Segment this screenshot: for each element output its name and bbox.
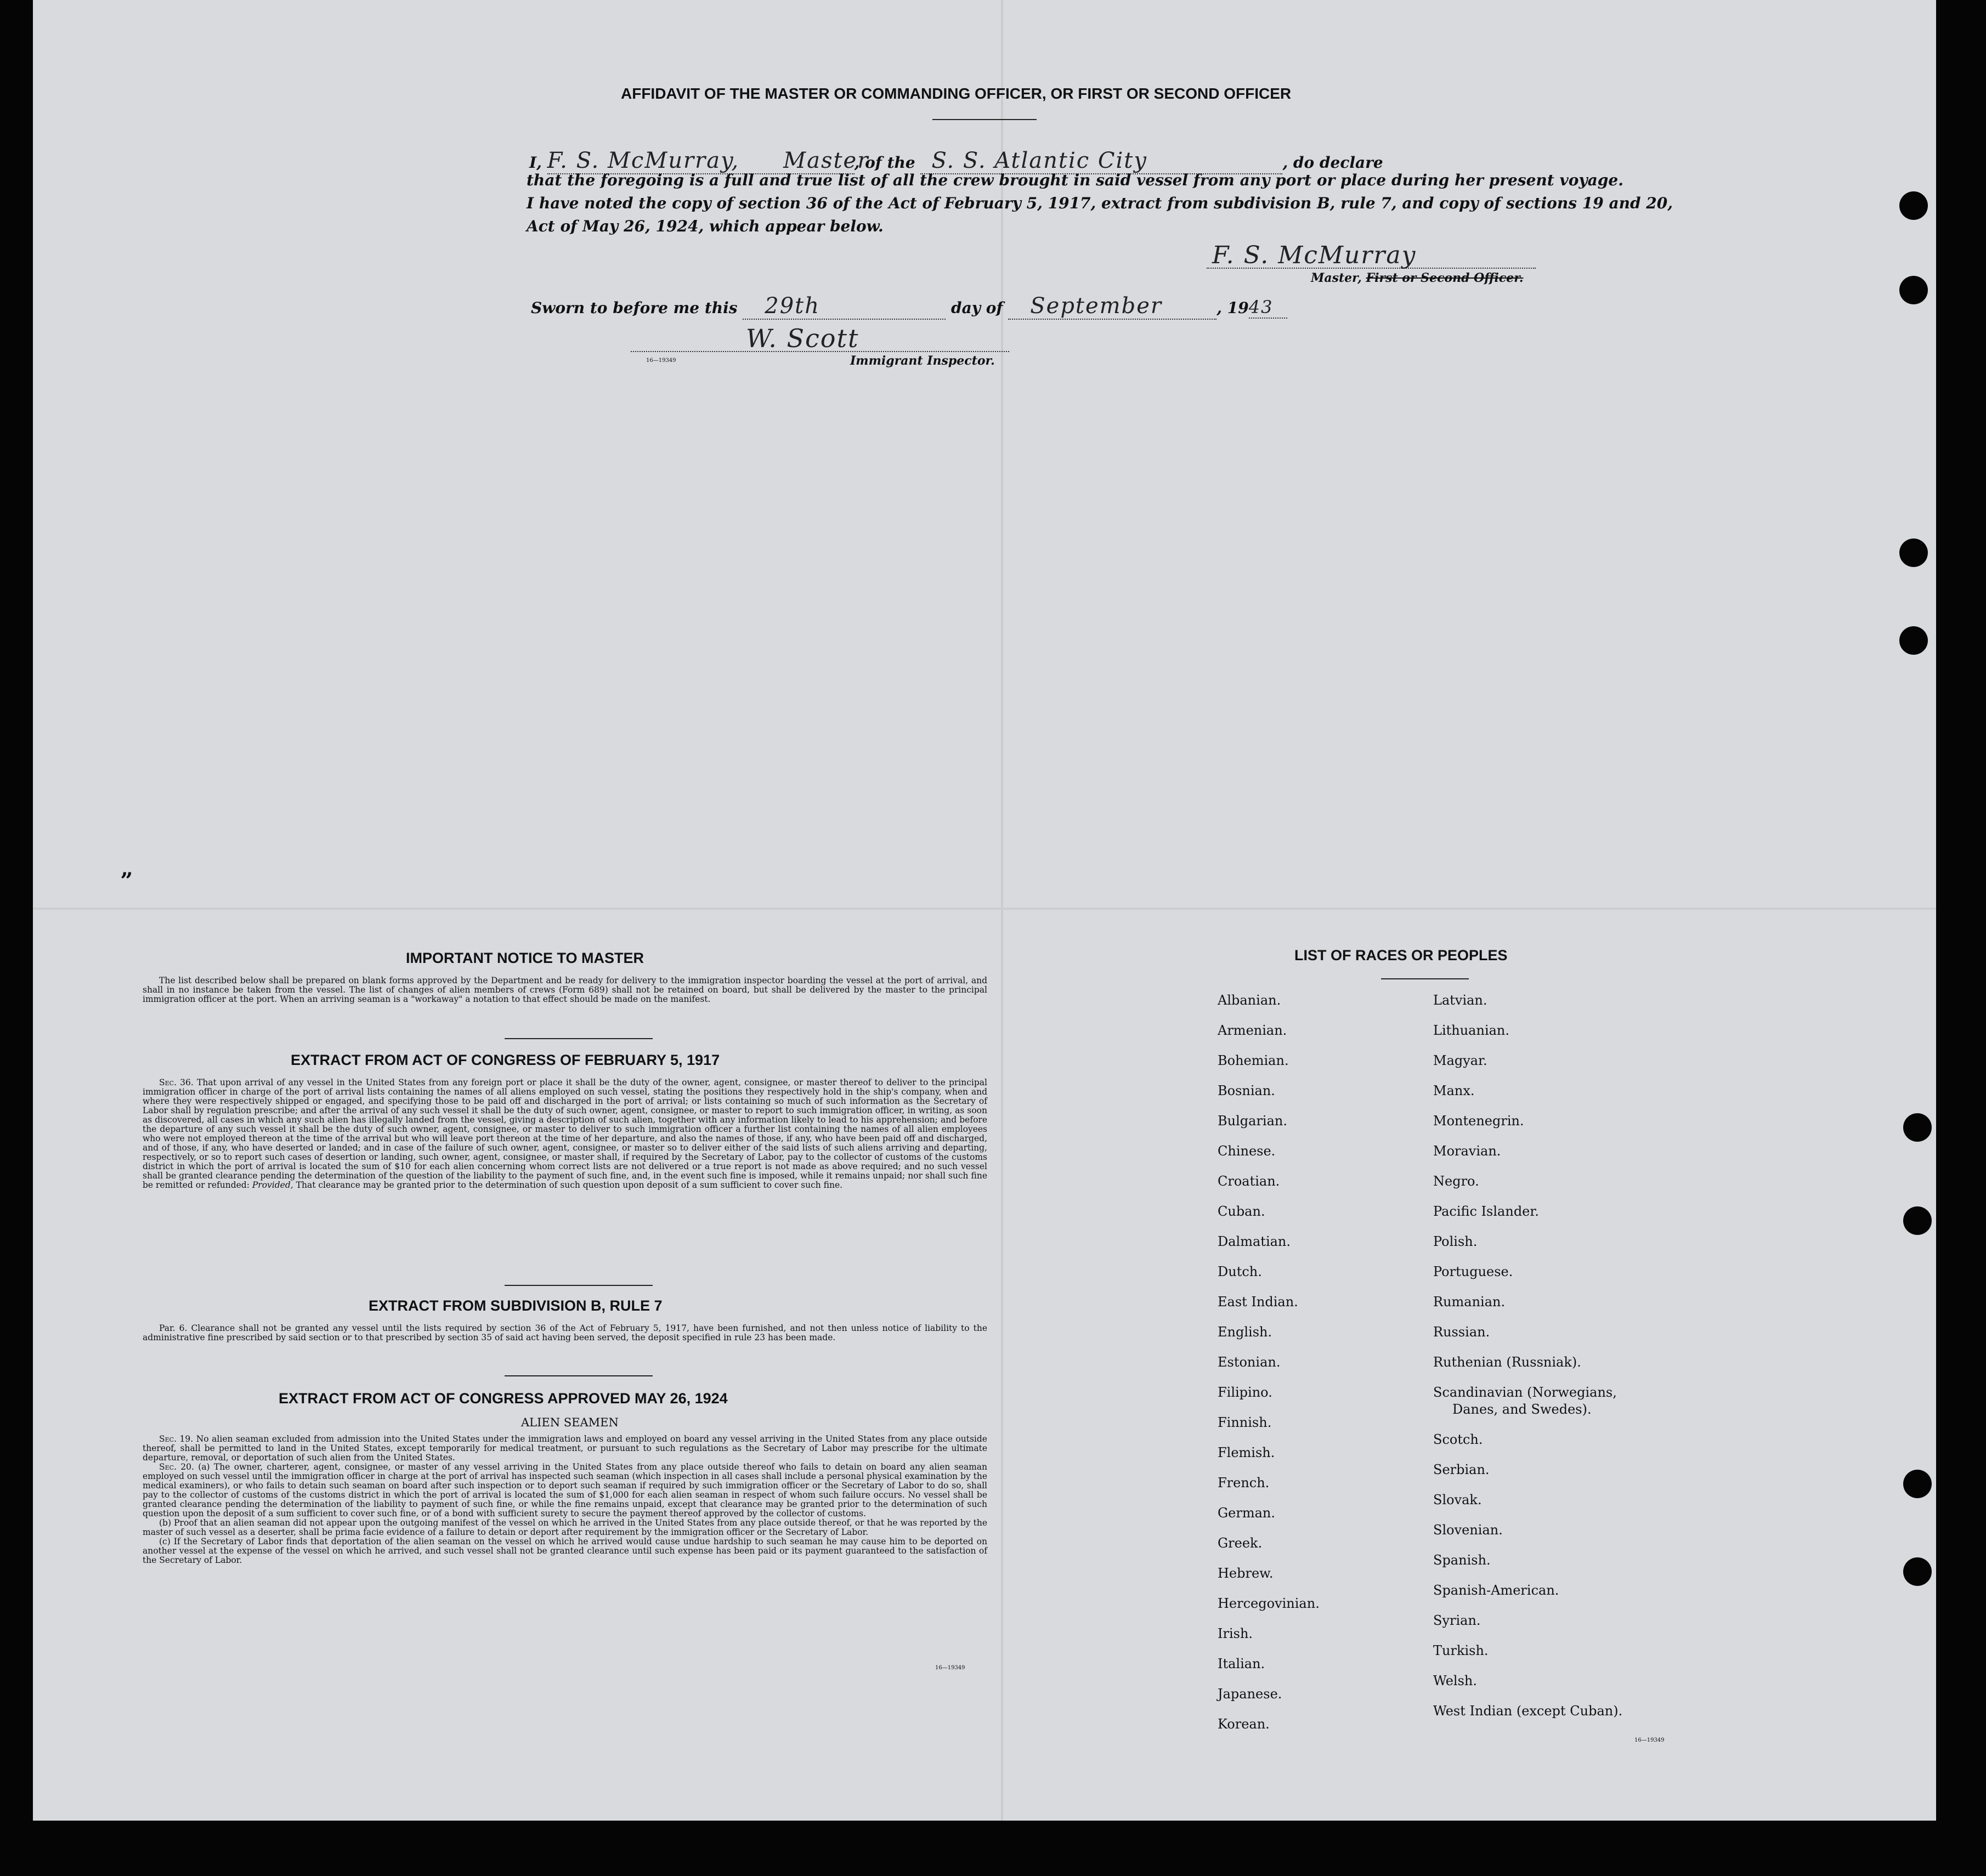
master-name-field bbox=[547, 148, 869, 174]
affidavit-line-3: I have noted the copy of section 36 of the Act of February 5, 1917, extract from subdivision B, rule 7, and copy of sections 19 and 20, bbox=[527, 194, 1673, 212]
sec-20a-paragraph bbox=[143, 1463, 987, 1518]
rank-handwriting: Master bbox=[783, 148, 869, 173]
sec-36-text-end: That clearance may be granted prior to the determination of such question upon deposit of a sum sufficient to cover such fine. bbox=[296, 1180, 843, 1190]
affidavit-title: AFFIDAVIT OF THE MASTER OR COMMANDING OFFICER, OR FIRST OR SECOND OFFICER bbox=[621, 85, 1292, 102]
month-handwriting: September bbox=[1030, 293, 1163, 319]
signature-caption bbox=[1311, 271, 1524, 285]
race-item: Japanese. bbox=[1218, 1686, 1282, 1702]
race-item: German. bbox=[1218, 1505, 1275, 1521]
race-item: French. bbox=[1218, 1475, 1270, 1490]
race-item: Portuguese. bbox=[1433, 1264, 1513, 1279]
race-item: Cuban. bbox=[1218, 1204, 1265, 1219]
race-item: Polish. bbox=[1433, 1234, 1478, 1249]
race-item: Negro. bbox=[1433, 1174, 1479, 1189]
race-item: Chinese. bbox=[1218, 1143, 1276, 1159]
affidavit-form-number: 16—19349 bbox=[646, 358, 676, 364]
affidavit-line-2: that the foregoing is a full and true list of all the crew brought in said vessel from any port or place during her present voyage. bbox=[527, 171, 1623, 189]
sec-36-text: That upon arrival of any vessel in the United States from any foreign port or place it shall be the duty of the owner, agent, consignee, or master thereof to deliver to the principal immigration officer in charge of the port of arrival lists containing the names of all aliens employed on such vessel, stating the positions they respectively hold in the ship's company, when and where they were respectively shipped or engaged, and specifying those to be paid off and discharged in the port of arrival; or lists containing so much of such information as the Secretary of Labor shall by regulation prescribe; and after the arrival of any such vessel it shall be the duty of such owner, agent, consignee, or master to report to such immigration officer, in writing, as soon as discovered, all cases in which any such alien has illegally landed from the vessel, giving a description of such alien, together with any information likely to lead to his apprehension; and before the departure of any such vessel it shall be the duty of such owner, agent, consignee, or master to deliver to such immigration officer a further list containing the names of all alien employees who were not employed thereon at the time of the arrival but who will leave port thereon at the time of her departure, and also the names of those, if any, who have been paid off and discharged, and of those, if any, who have deserted or landed; and in case of the failure of such owner, agent, consignee, or master so to deliver either of the said lists of such aliens arriving and departing, respectively, or so to report such cases of desertion or landing, such owner, agent, consignee, or master shall, if required by the Secretary of Labor, pay to the collector of customs of the customs district in which the port of arrival is located the sum of $10 for each alien concerning whom correct lists are not delivered or a true report is not made as above required; and no such vessel shall be granted clearance pending the determination of the question of the liability to the payment of such fine, and, in the event such fine is imposed, while it remains unpaid; nor shall such fine be remitted or refunded: bbox=[143, 1078, 988, 1190]
affidavit-line-4: Act of May 26, 1924, which appear below. bbox=[527, 217, 884, 235]
sec-20-label: Sec. 20. bbox=[159, 1462, 194, 1472]
binder-hole bbox=[1903, 1470, 1932, 1498]
race-item: Bosnian. bbox=[1218, 1083, 1275, 1098]
race-item: Serbian. bbox=[1433, 1462, 1490, 1477]
section-rule bbox=[505, 1375, 653, 1376]
provided-label: Provided, bbox=[252, 1180, 293, 1190]
sec-20a-text: (a) The owner, charterer, agent, consignee, or master of any vessel arriving in the United States from any place outside thereof who fails to detain on board any alien seaman employed on such vessel until the immigration officer in charge at the port of arrival has inspected such seaman (which inspection in all cases shall include a personal physical examination by the medical examiners), or who fails to detain such seaman on board after such inspection or to deport such seaman if required by such immigration officer or the Secretary of Labor to do so, shall pay to the collector of customs of the customs district in which the port of arrival is located the sum of $1,000 for each alien seaman in respect of whom such failure occurs. No vessel shall be granted clearance pending the determination of the liability to payment of such fine, or while the fine remains unpaid, except that clearance may be granted prior to the determination of such question upon the deposit of a sum sufficient to cover such fine, or of a bond with sufficient surety to secure the payment thereof approved by the collector of customs. bbox=[143, 1462, 987, 1518]
vessel-name-field bbox=[920, 148, 1282, 174]
year-handwriting: 43 bbox=[1248, 297, 1274, 318]
document-sheet bbox=[33, 0, 1936, 1821]
master-caption: Master, bbox=[1311, 271, 1362, 285]
day-handwriting: 29th bbox=[765, 293, 821, 319]
race-item: Estonian. bbox=[1218, 1354, 1281, 1370]
extract-1917-text bbox=[143, 1078, 987, 1190]
section-rule bbox=[505, 1038, 653, 1039]
affidavit-line-1 bbox=[529, 148, 1383, 174]
race-item: Flemish. bbox=[1218, 1445, 1275, 1460]
affidavit-prefix: I, bbox=[529, 154, 542, 172]
race-item: Albanian. bbox=[1218, 993, 1281, 1008]
races-right-column bbox=[1433, 993, 1622, 1733]
race-item: Spanish-American. bbox=[1433, 1583, 1559, 1598]
race-item: Dalmatian. bbox=[1218, 1234, 1291, 1249]
race-item: Magyar. bbox=[1433, 1053, 1487, 1068]
sec-36-label: Sec. 36. bbox=[159, 1078, 194, 1087]
title-rule bbox=[932, 119, 1037, 120]
race-item: Latvian. bbox=[1433, 993, 1487, 1008]
race-item: Scandinavian (Norwegians, bbox=[1433, 1385, 1617, 1400]
struck-officer-caption: First or Second Officer. bbox=[1366, 271, 1524, 285]
race-item: Hebrew. bbox=[1218, 1566, 1274, 1581]
sec-20c-paragraph: (c) If the Secretary of Labor finds that deportation of the alien seaman on the vessel on which he arrived would cause undue hardship to such seaman he may cause him to be deported on another vessel at the expense of the vessel on which he arrived, and such vessel shall not be granted clearance until such expense has been paid or its payment guaranteed to the satisfaction of the Secretary of Labor. bbox=[143, 1537, 987, 1565]
extract-rule7-text bbox=[143, 1324, 987, 1342]
race-item: Filipino. bbox=[1218, 1385, 1272, 1400]
race-item: Montenegrin. bbox=[1433, 1113, 1524, 1129]
race-item: Syrian. bbox=[1433, 1613, 1481, 1628]
fold-line-vertical bbox=[1001, 0, 1003, 1821]
race-item: East Indian. bbox=[1218, 1294, 1298, 1310]
sworn-line bbox=[531, 293, 1287, 320]
inspector-caption: Immigrant Inspector. bbox=[850, 354, 995, 368]
race-item: Danes, and Swedes). bbox=[1452, 1402, 1592, 1417]
race-item: Russian. bbox=[1433, 1324, 1490, 1340]
race-item: West Indian (except Cuban). bbox=[1433, 1703, 1623, 1719]
alien-seamen-subtitle: ALIEN SEAMEN bbox=[521, 1416, 619, 1429]
races-form-number: 16—19349 bbox=[1634, 1737, 1665, 1743]
sworn-label: Sworn to before me this bbox=[531, 299, 738, 317]
binder-hole bbox=[1899, 626, 1928, 655]
notice-paragraph: The list described below shall be prepared on blank forms approved by the Department and be ready for delivery to the immigration inspector boarding the vessel at the port of arrival, and shall in no instance be taken from the vessel. The list of changes of alien members of crews (Form 689) shall not be retained on board, but shall be delivered by the master to the principal immigration officer at the port. When an arriving seaman is a "workaway" a notation to that effect should be made on the manifest. bbox=[143, 976, 987, 1004]
do-declare-label: , do declare bbox=[1282, 154, 1383, 172]
race-item: Scotch. bbox=[1433, 1432, 1483, 1447]
master-signature: F. S. McMurray bbox=[1212, 241, 1417, 269]
race-item: Dutch. bbox=[1218, 1264, 1262, 1279]
sec-19-label: Sec. 19. bbox=[159, 1434, 194, 1444]
race-item: Manx. bbox=[1433, 1083, 1475, 1098]
race-item: Armenian. bbox=[1218, 1023, 1287, 1038]
binder-hole bbox=[1903, 1206, 1932, 1235]
fold-line-horizontal bbox=[33, 908, 1936, 910]
stray-mark: „ bbox=[121, 855, 134, 881]
race-item: Bohemian. bbox=[1218, 1053, 1289, 1068]
sec-19-paragraph bbox=[143, 1435, 987, 1463]
month-field bbox=[1008, 293, 1217, 320]
race-item: Greek. bbox=[1218, 1535, 1263, 1551]
race-item: Irish. bbox=[1218, 1626, 1253, 1641]
binder-hole bbox=[1899, 191, 1928, 220]
vessel-name-handwriting: S. S. Atlantic City bbox=[931, 148, 1147, 173]
year-field bbox=[1249, 297, 1287, 319]
race-item: Slovenian. bbox=[1433, 1522, 1503, 1538]
day-of-label: day of bbox=[951, 299, 1003, 317]
notice-title: IMPORTANT NOTICE TO MASTER bbox=[406, 950, 644, 966]
year-prefix: , 19 bbox=[1217, 299, 1249, 317]
race-item: Welsh. bbox=[1433, 1673, 1477, 1688]
master-signature-line bbox=[1207, 241, 1536, 269]
of-the-label: , of the bbox=[854, 154, 915, 172]
race-item: Spanish. bbox=[1433, 1552, 1491, 1568]
extract-1924-title: EXTRACT FROM ACT OF CONGRESS APPROVED MAY 26, 1924 bbox=[279, 1390, 728, 1407]
extract-1917-title: EXTRACT FROM ACT OF CONGRESS OF FEBRUARY 5, 1917 bbox=[291, 1052, 720, 1068]
section-rule bbox=[505, 1285, 653, 1286]
race-item: Lithuanian. bbox=[1433, 1023, 1510, 1038]
race-item: Hercegovinian. bbox=[1218, 1596, 1320, 1611]
races-left-column bbox=[1218, 993, 1320, 1747]
race-item: Pacific Islander. bbox=[1433, 1204, 1539, 1219]
sec-36-paragraph bbox=[143, 1078, 987, 1190]
race-item: Bulgarian. bbox=[1218, 1113, 1287, 1129]
races-title: LIST OF RACES OR PEOPLES bbox=[1294, 947, 1508, 963]
race-item: English. bbox=[1218, 1324, 1272, 1340]
binder-hole bbox=[1903, 1557, 1932, 1586]
binder-hole bbox=[1899, 539, 1928, 567]
race-item: Finnish. bbox=[1218, 1415, 1272, 1430]
binder-hole bbox=[1899, 276, 1928, 304]
binder-hole bbox=[1903, 1113, 1932, 1142]
extract-rule7-title: EXTRACT FROM SUBDIVISION B, RULE 7 bbox=[369, 1297, 663, 1314]
notice-text bbox=[143, 976, 987, 1004]
inspector-signature-line bbox=[631, 324, 1009, 352]
race-item: Croatian. bbox=[1218, 1174, 1280, 1189]
race-item: Ruthenian (Russniak). bbox=[1433, 1354, 1581, 1370]
extract-form-number: 16—19349 bbox=[935, 1665, 965, 1671]
day-field bbox=[743, 293, 946, 320]
race-item: Italian. bbox=[1218, 1656, 1265, 1671]
sec-20b-paragraph: (b) Proof that an alien seaman did not appear upon the outgoing manifest of the vessel on which he arrived in the United States from any place outside thereof, or that he was reported by the master of such vessel as a deserter, shall be prima facie evidence of a failure to detain or deport after requirement by the immigration officer or the Secretary of Labor. bbox=[143, 1518, 987, 1537]
race-item: Slovak. bbox=[1433, 1492, 1482, 1507]
race-item: Rumanian. bbox=[1433, 1294, 1506, 1310]
race-item: Moravian. bbox=[1433, 1143, 1501, 1159]
sec-19-text: No alien seaman excluded from admission into the United States under the immigration laws and employed on board any vessel arriving in the United States from any place outside thereof, shall be permitted to land in the United States, except temporarily for medical treatment, or pursuant to such regulations as the Secretary of Labor may prescribe for the ultimate departure, removal, or deportation of such alien from the United States. bbox=[143, 1434, 987, 1463]
race-item: Turkish. bbox=[1433, 1643, 1489, 1658]
races-rule bbox=[1381, 978, 1469, 979]
rule7-paragraph: Par. 6. Clearance shall not be granted any vessel until the lists required by section 36 of the Act of February 5, 1917, have been furnished, and not then unless notice of liability to the administrative fine prescribed by said section or to that prescribed by section 35 of said act having been served, the deposit specified in rule 23 has been made. bbox=[143, 1323, 987, 1342]
extract-1924-text bbox=[143, 1435, 987, 1565]
inspector-signature: W. Scott bbox=[746, 324, 859, 353]
race-item: Korean. bbox=[1218, 1716, 1270, 1732]
master-name-handwriting: F. S. McMurray, bbox=[547, 148, 740, 173]
